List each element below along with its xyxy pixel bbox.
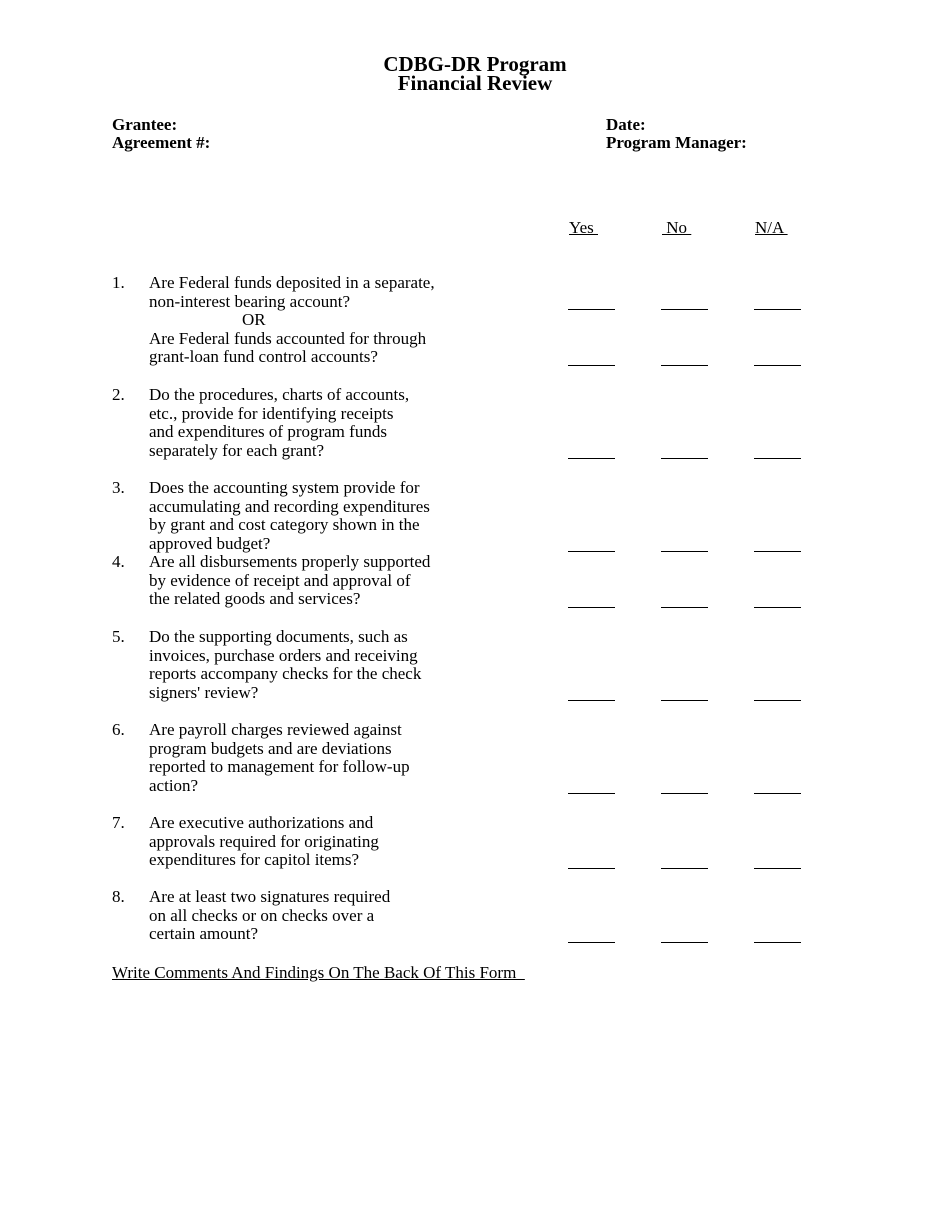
answer-blank-na[interactable] xyxy=(754,458,801,459)
question-text-3 xyxy=(149,479,430,553)
question-line: Does the accounting system provide for xyxy=(149,478,420,497)
answer-blank-yes[interactable] xyxy=(568,458,615,459)
question-line: Are at least two signatures required xyxy=(149,887,391,906)
program-manager-label: Program Manager: xyxy=(606,133,747,152)
answer-blank-yes[interactable] xyxy=(568,793,615,794)
question-line: Are payroll charges reviewed against xyxy=(149,720,402,739)
question-line: action? xyxy=(149,775,199,795)
answer-blank-yes[interactable] xyxy=(568,607,615,608)
answer-blank-na[interactable] xyxy=(754,868,801,869)
answer-blank-no[interactable] xyxy=(661,458,708,459)
answer-blank-yes[interactable] xyxy=(568,700,615,701)
question-number: 4. xyxy=(112,552,125,571)
answer-blank-no[interactable] xyxy=(661,551,708,552)
answer-blank-yes[interactable] xyxy=(568,365,615,366)
answer-blank-na[interactable] xyxy=(754,793,801,794)
question-line: etc., provide for identifying receipts xyxy=(149,403,394,423)
answer-blank-na[interactable] xyxy=(754,700,801,701)
answer-blank-no[interactable] xyxy=(661,365,708,366)
answer-blank-no[interactable] xyxy=(661,942,708,943)
question-text-4 xyxy=(149,553,430,609)
question-line: approved budget? xyxy=(149,533,271,553)
question-line: invoices, purchase orders and receiving xyxy=(149,645,418,665)
question-line: by grant and cost category shown in the xyxy=(149,515,420,535)
answer-blank-no[interactable] xyxy=(661,309,708,310)
question-line: accumulating and recording expenditures xyxy=(149,496,430,516)
answer-blank-na[interactable] xyxy=(754,942,801,943)
na-column-header: N/A xyxy=(755,218,788,237)
question-line: by evidence of receipt and approval of xyxy=(149,570,411,590)
question-line: the related goods and services? xyxy=(149,589,361,609)
question-line: Do the procedures, charts of accounts, xyxy=(149,385,410,404)
form-title-line1: CDBG-DR Program xyxy=(383,52,567,76)
question-line: Are executive authorizations and xyxy=(149,813,374,832)
or-separator: OR xyxy=(242,310,266,330)
question-text-8 xyxy=(149,888,390,944)
grantee-label: Grantee: xyxy=(112,115,178,134)
date-label: Date: xyxy=(606,115,646,134)
question-number: 5. xyxy=(112,627,125,646)
yes-column-header: Yes xyxy=(569,218,598,237)
question-number: 7. xyxy=(112,813,125,832)
answer-blank-na[interactable] xyxy=(754,551,801,552)
answer-blank-na[interactable] xyxy=(754,607,801,608)
question-line: Are Federal funds accounted for through xyxy=(149,328,427,348)
answer-blank-yes[interactable] xyxy=(568,868,615,869)
answer-blank-yes[interactable] xyxy=(568,942,615,943)
question-text-6 xyxy=(149,721,410,795)
question-line: approvals required for originating xyxy=(149,831,379,851)
answer-blank-na[interactable] xyxy=(754,309,801,310)
agreement-number-label: Agreement #: xyxy=(112,133,211,152)
question-text-1 xyxy=(149,274,435,367)
question-text-2 xyxy=(149,386,409,460)
no-column-header: No xyxy=(662,218,692,237)
question-line: on all checks or on checks over a xyxy=(149,905,375,925)
answer-blank-yes[interactable] xyxy=(568,309,615,310)
form-title-line2: Financial Review xyxy=(397,71,553,95)
question-line: reports accompany checks for the check xyxy=(149,664,422,684)
answer-blank-no[interactable] xyxy=(661,607,708,608)
question-line: expenditures for capitol items? xyxy=(149,850,360,870)
question-line: grant-loan fund control accounts? xyxy=(149,347,378,367)
question-text-7 xyxy=(149,814,379,870)
question-text-5 xyxy=(149,628,421,702)
question-number: 1. xyxy=(112,273,125,292)
question-line: Are all disbursements properly supported xyxy=(149,552,431,571)
question-line: signers' review? xyxy=(149,682,259,702)
question-line: non-interest bearing account? xyxy=(149,291,351,311)
question-line: Are Federal funds deposited in a separate, xyxy=(149,273,435,292)
answer-blank-no[interactable] xyxy=(661,868,708,869)
question-line: Do the supporting documents, such as xyxy=(149,627,408,646)
answer-blank-yes[interactable] xyxy=(568,551,615,552)
question-line: reported to management for follow-up xyxy=(149,757,410,777)
question-number: 2. xyxy=(112,385,125,404)
question-line: and expenditures of program funds xyxy=(149,422,387,442)
answer-blank-no[interactable] xyxy=(661,793,708,794)
question-number: 6. xyxy=(112,720,125,739)
question-line: separately for each grant? xyxy=(149,440,325,460)
question-number: 3. xyxy=(112,478,125,497)
answer-blank-no[interactable] xyxy=(661,700,708,701)
question-line: certain amount? xyxy=(149,924,259,944)
comments-instruction: Write Comments And Findings On The Back Of This Form xyxy=(112,963,525,982)
question-line: program budgets and are deviations xyxy=(149,738,392,758)
question-number: 8. xyxy=(112,887,125,906)
answer-blank-na[interactable] xyxy=(754,365,801,366)
